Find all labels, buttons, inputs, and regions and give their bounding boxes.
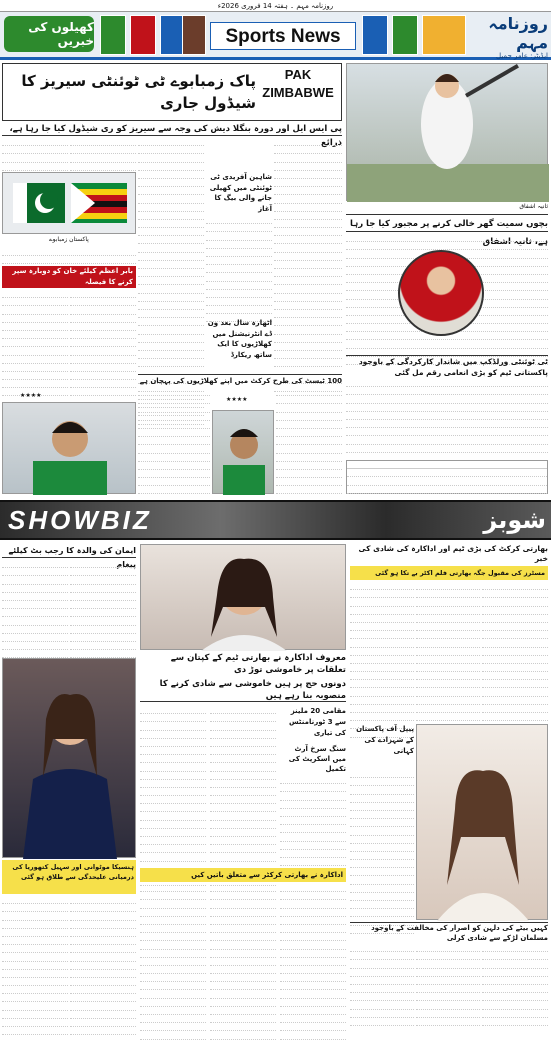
- player-thumb: [182, 15, 206, 55]
- center-col-e: [210, 884, 276, 1022]
- right-col-f: [416, 944, 480, 1022]
- red-box-line-1: بابر اعظم کیلئے خان کو دوبارہ سپر کرنے کا فیصلہ: [12, 267, 133, 286]
- showbiz-right-yellow-box: مسٹرز کی مقبول جگہ بھارتی فلم اکٹر بے تکا ہو گئی: [350, 566, 548, 580]
- center-col-c: [280, 776, 346, 866]
- women-cricket-body: [346, 379, 548, 459]
- showbiz-left-col-b: [70, 560, 136, 656]
- actress-center-photo: [140, 544, 346, 650]
- player-thumb: [362, 15, 388, 55]
- player-thumb: [392, 15, 418, 55]
- newspaper-logo: [470, 14, 548, 58]
- showbiz-right-headline-2: پیپل آف پاکستان کے شہزادے کی کہانی: [356, 725, 414, 755]
- player-thumb: [422, 15, 466, 55]
- red-story-box: [2, 266, 136, 308]
- right-col-c: [482, 582, 548, 722]
- mid-col-c: [274, 138, 342, 368]
- right-col-g: [482, 944, 548, 1022]
- player-thumb: [100, 15, 126, 55]
- section-label: کھیلوں کی خبریں: [4, 16, 94, 52]
- women-cricket-headline: ٹی ٹوئنٹی ورلڈکپ میں شاندار کارکردگی کے باوجود پاکستانی ٹیم کو بڑی انعامی رقم مل گئی: [346, 355, 548, 377]
- golfer-figure: [347, 64, 549, 202]
- dateline: روزنامہ مہم ۔ ہفتہ 14 فروری 2026ء: [0, 0, 551, 12]
- center-col-f: [280, 884, 346, 1022]
- left-col-mid: [2, 248, 136, 264]
- left-col-body-b: [70, 290, 136, 390]
- showbiz-center-subhead: دونوں حج پر ہیں خاموشی سے شادی کرنے کا منصوبہ بنا رہے ہیں: [140, 678, 346, 702]
- showbiz-center-headline: معروف اداکارہ نے بھارتی ٹیم کے کپتان سے تعلقات پر خاموشی توڑ دی: [170, 653, 346, 675]
- right-col-e: [350, 944, 414, 1022]
- flags-label: پاکستان زمبابوے: [49, 236, 89, 243]
- mid-headline-1: شاہین آفریدی ٹی ٹوئنٹی میں کھیلی جانے والی بیگ کا آغاز: [209, 173, 272, 213]
- showbiz-left-col-c: [2, 896, 68, 1022]
- actress-right-photo: [416, 724, 548, 920]
- mid-col-b: [206, 216, 272, 316]
- mid-col-d: [138, 388, 210, 494]
- left-stars: ★★★★: [20, 392, 42, 399]
- center-col-b: [210, 706, 276, 866]
- flags-icon: [3, 173, 137, 235]
- babar-photo: [2, 402, 136, 494]
- red-box-line-2: ٹیم مینجمنٹ سے تبادلے کے بعد کارکردگی کا جائزہ: [31, 289, 133, 308]
- left-col-top: [2, 138, 68, 170]
- mid-stars: ★★★★: [226, 396, 248, 403]
- showbiz-left-headline: ایمان کی والدہ کا رجب بٹ کیلئے پیغام: [2, 544, 136, 558]
- logo-main: روزنامہ مہم: [488, 14, 548, 52]
- hansika-caption: ہنسیکا موٹوانی اور سہیل کتھوریا کی درمیانی علیحدگی سے طلاق ہو گئی: [12, 863, 134, 881]
- coach-figure: [213, 411, 275, 495]
- right-col-a: [350, 582, 414, 722]
- center-box-1: مقامی 20 ملینز سے 3 ٹورنامنٹس کی تیاری: [289, 707, 346, 737]
- flags-graphic: [2, 172, 136, 234]
- actress-figure: [3, 659, 137, 859]
- actress-right-figure: [417, 725, 549, 921]
- center-col-a: [140, 706, 206, 866]
- player-figure: [3, 403, 137, 495]
- mid-headline-2: اٹھارہ سال بعد ون ڈے انٹرنیشنل میں کھلاڑیوں کا ایک ساتھ ریکارڈ: [207, 319, 272, 359]
- showbiz-right-headline: بھارتی کرکٹ کی بڑی ٹیم اور اداکارہ کی شادی کی خبر: [358, 544, 548, 563]
- mid-col-e: [276, 388, 342, 494]
- right-col-d: [350, 770, 414, 920]
- center-box-2: سنگ سرخ آرٹ میں اسکرپٹ کی تکمیل: [288, 745, 346, 773]
- lead-headline: پاک زمبابوے ٹی ٹوئنٹی سیریز کا شیڈول جاری: [21, 72, 256, 112]
- center-yellow-strip: اداکارہ نے بھارتی کرکٹر سے متعلق باتیں کیں: [140, 868, 346, 882]
- right-col-b: [416, 582, 480, 722]
- golf-headline: بچوں سمیت گھر خالی کرنے پر مجبور کیا جا رہا ہے، ثانیہ اشفاق: [346, 214, 548, 232]
- center-col-d: [140, 884, 206, 1022]
- showbiz-right-bottom-headline: کہیں بیٹے کی دلہن کو اصرار کی مخالفت کے باوجود مسلمان لڑکے سے شادی کرلی: [350, 922, 548, 942]
- lead-subhead: پی ایس ایل اور دورہ بنگلا دیش کی وجہ سے سیریز کو ری شیڈول کیا جا رہا ہے، ذرائع: [2, 122, 342, 136]
- player-thumb: [130, 15, 156, 55]
- left-col-body-a: [2, 290, 68, 390]
- showbiz-left-col-a: [2, 560, 68, 656]
- hansika-photo: [2, 658, 136, 858]
- badge-line-2: ZIMBABWE: [262, 85, 334, 100]
- mid-headline-3: 100 ٹیسٹ کی طرح کرکٹ میں اپنے کھلاڑیوں کی پہچان ہے: [138, 374, 342, 386]
- logo-sub: ایڈیٹر: عامر جمیل: [495, 52, 548, 60]
- actress-center-figure: [141, 545, 347, 651]
- lead-badge: [258, 66, 338, 106]
- showbiz-title: SHOWBIZ: [8, 505, 152, 535]
- stats-table: [346, 460, 548, 494]
- golf-caption: ثانیہ اشفاق: [519, 203, 548, 210]
- badge-line-1: PAK: [284, 67, 312, 82]
- masthead-title: Sports News: [210, 22, 356, 50]
- golfer-photo: [346, 63, 548, 201]
- showbiz-left-col-d: [70, 896, 136, 1022]
- coach-photo: [212, 410, 274, 494]
- showbiz-title-urdu: شوبز: [483, 506, 546, 534]
- sania-portrait: [398, 250, 484, 336]
- mid-col-a: [138, 138, 204, 396]
